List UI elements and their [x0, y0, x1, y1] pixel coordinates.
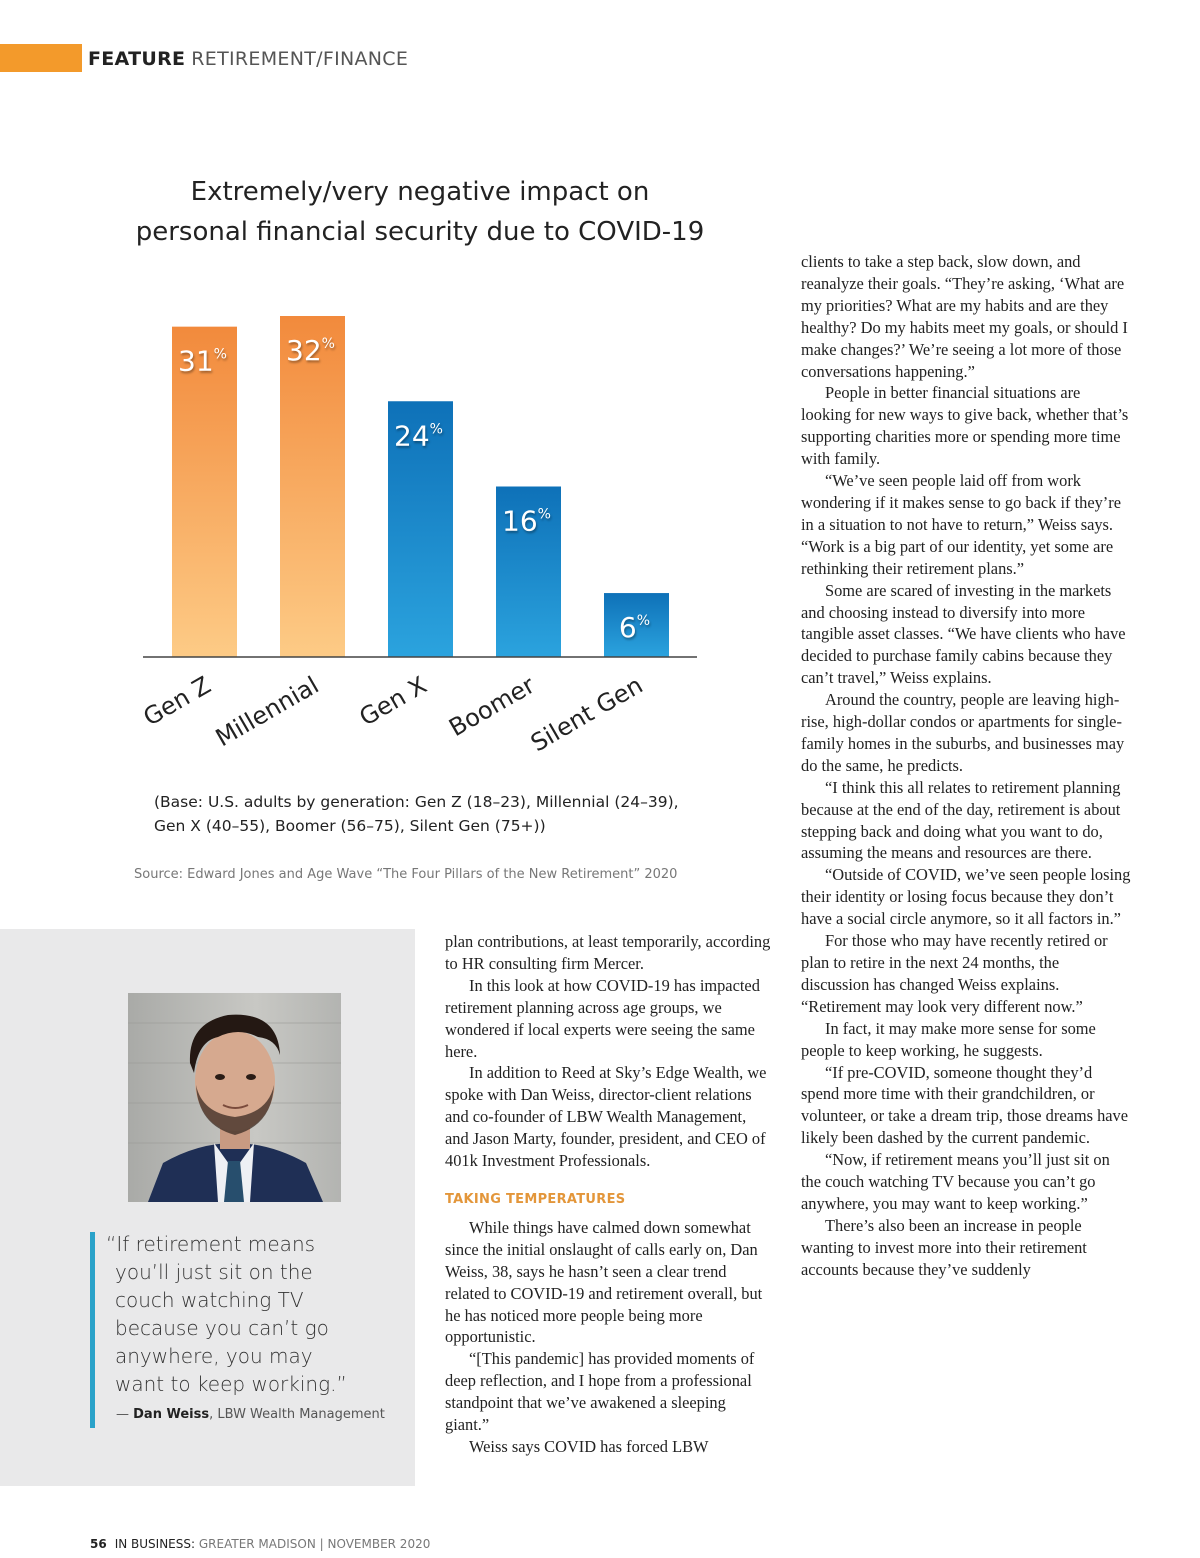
col1-paragraph: In addition to Reed at Sky’s Edge Wealth, we spoke with Dan Weiss, director-client relations and co-founder of LBW Wealth Management, and Jason Marty, founder, president, and CEO of 401k Investment Professionals. [445, 1063, 767, 1171]
col2-paragraph: “We’ve seen people laid off from work wondering if it makes sense to go back if they’re in a situation to not have to return,” Weiss says. “Work is a big part of our identity, yet some are rethinking their retirement plans.” [801, 471, 1121, 578]
pull-quote-line3: couch watching TV [115, 1288, 304, 1312]
col2-paragraph: People in better financial situations are looking for new ways to give back, whether that’s supporting charities more or spending more time with family. [801, 383, 1129, 469]
article-column-2 [801, 251, 1131, 1281]
col1-paragraph: plan contributions, at least temporarily, according to HR consulting firm Mercer. [445, 932, 771, 973]
col2-paragraph: In fact, it may make more sense for some people to keep working, he suggests. [801, 1018, 1096, 1060]
subhead-taking-temperatures: TAKING TEMPERATURES [445, 1191, 626, 1207]
header-feature-label: FEATURE [88, 48, 186, 70]
pull-quote [106, 1230, 386, 1398]
col2-paragraph: “Outside of COVID, we’ve seen people losing their identity or losing focus because they don’t have a social circle anymore, so it all factors in.” [801, 865, 1131, 929]
x-axis-label: Millennial [210, 670, 324, 753]
col2-paragraph: There’s also been an increase in people wanting to invest more into their retirement accounts because they’ve suddenly [801, 1215, 1087, 1279]
x-axis-label: Silent Gen [525, 670, 648, 758]
chart-source: Source: Edward Jones and Age Wave “The Four Pillars of the New Retirement” 2020 [134, 867, 678, 882]
bar-value-label: 6% [618, 611, 651, 645]
page-number: 56 [90, 1537, 107, 1551]
col2-paragraph: clients to take a step back, slow down, and reanalyze their goals. “They’re asking, ‘What are my priorities? What are my habits and are they healthy? Do my habits meet my goals, or should I make changes?’ We’re seeing a lot more of those conversations happening.” [801, 252, 1128, 381]
x-axis-label: Boomer [444, 670, 540, 743]
bar-value-label: 16% [502, 504, 551, 538]
col2-paragraph: “If pre-COVID, someone thought they’d spend more time with their grandchildren, or volunteer, or take a dream trip, those dreams have likely been dashed by the current pandemic. [801, 1062, 1129, 1148]
col1-paragraph: While things have calmed down somewhat since the initial onslaught of calls early on, Dan Weiss, 38, says he hasn’t seen a clear trend related to COVID-19 and retirement overall, but he has noticed more people being more opportunistic. [445, 1217, 763, 1347]
issue-info: GREATER MADISON | NOVEMBER 2020 [198, 1537, 431, 1551]
page-footer [90, 1537, 430, 1551]
quote-attribution [116, 1407, 406, 1422]
col2-paragraph: “I think this all relates to retirement planning because at the end of the day, retirement is about stepping back and doing what you want to do, assuming the means and resources are there. [801, 777, 1121, 863]
col2-paragraph: Some are scared of investing in the markets and choosing instead to diversify into more tangible asset classes. “We have clients who have decided to purchase family cabins because they can’t travel,” Weiss explains. [801, 580, 1126, 688]
header-section-label: RETIREMENT/FINANCE [191, 48, 409, 70]
bar-value-label: 24% [394, 419, 443, 453]
article-column-1 [445, 931, 771, 1458]
col2-paragraph: Around the country, people are leaving high-rise, high-dollar condos or apartments for single-family homes in the suburbs, and businesses may do the same, he predicts. [801, 690, 1125, 775]
magazine-name: IN BUSINESS: [114, 1537, 196, 1551]
pull-quote-line6: want to keep working.” [115, 1372, 347, 1396]
bar-value-label: 32% [286, 334, 335, 367]
chart-title-line1: Extremely/very negative impact on [190, 177, 650, 207]
pull-quote-line1: “If retirement means [106, 1232, 316, 1256]
bar-chart [0, 0, 760, 780]
col2-paragraph: For those who may have recently retired or plan to retire in the next 24 months, the discussion has changed Weiss explains. “Retirement may look very different now.” [801, 931, 1108, 1016]
quote-attr-dash: — [116, 1407, 134, 1422]
x-axis-label: Gen X [354, 670, 432, 732]
chart-base-note-line2: Gen X (40–55), Boomer (56–75), Silent Gen (75+)) [154, 817, 546, 835]
pull-quote-line2: you’ll just sit on the [115, 1260, 313, 1284]
bar-millennial [280, 316, 345, 657]
col1-paragraph: In this look at how COVID-19 has impacted retirement planning across age groups, we wondered if local experts were seeing the same here. [445, 975, 760, 1061]
x-axis-label: Gen Z [138, 670, 216, 732]
col1-paragraph: “[This pandemic] has provided moments of deep reflection, and I hope from a professional standpoint that we’ve awakened a sleeping giant.” [445, 1349, 755, 1435]
bar-value-label: 31% [178, 344, 227, 378]
pull-quote-line4: because you can’t go [115, 1316, 329, 1340]
dan-weiss-portrait [128, 993, 341, 1202]
pull-quote-line5: anywhere, you may [115, 1344, 313, 1368]
quote-attr-name: Dan Weiss [133, 1407, 210, 1422]
chart-base-note [154, 790, 774, 838]
quote-attr-org: , LBW Wealth Management [209, 1407, 385, 1422]
chart-base-note-line1: (Base: U.S. adults by generation: Gen Z (18–23), Millennial (24–39), [154, 793, 679, 811]
quote-accent-bar [90, 1232, 95, 1428]
col1-paragraph: Weiss says COVID has forced LBW [469, 1436, 709, 1456]
col2-paragraph: “Now, if retirement means you’ll just sit on the couch watching TV because you can’t go anywhere, you may want to keep working.” [801, 1150, 1110, 1213]
chart-title-line2: personal financial security due to COVID-19 [135, 217, 705, 247]
